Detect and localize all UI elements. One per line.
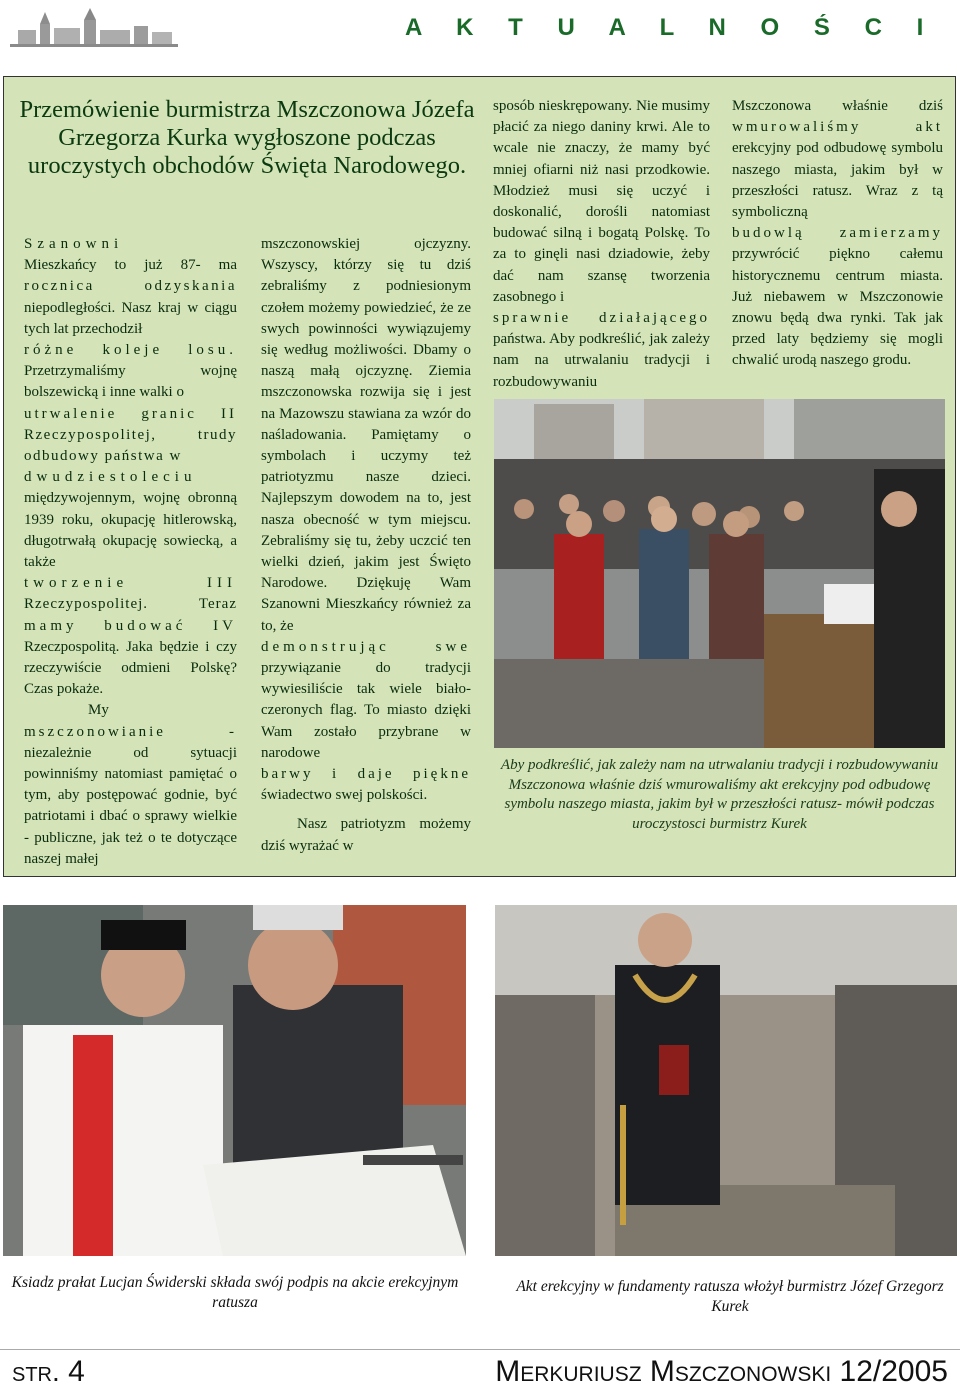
text-line: świadectwo swej polskości. bbox=[261, 787, 428, 804]
text-line: utrwalenie granic II bbox=[24, 405, 237, 422]
text-line: przywiązanie do tradycji wywiesiliście tak wiele biało-czeronych flag. To miasto dzięki Wam zostało przybrane w narodowe bbox=[261, 660, 471, 761]
text-line: mamy budować IV bbox=[24, 617, 237, 634]
text-line: My bbox=[88, 702, 109, 719]
text-line: Rzeczypospolitej. Teraz bbox=[24, 596, 237, 613]
text-line: Rzeczpospolitą. Jaka będzie i czy rzeczywiście odmieni Polskę? Czas pokaże. bbox=[24, 638, 237, 698]
section-title: A K T U A L N O Ś C I bbox=[405, 14, 938, 41]
text-line: budowlą zamierzamy bbox=[732, 225, 943, 242]
text-line: państwa. Aby podkreślić, jak zależy nam na utrwalaniu tradycji i rozbudowywaniu bbox=[493, 331, 710, 390]
text-line: wmurowaliśmy akt bbox=[732, 119, 943, 136]
page-prefix: str. bbox=[12, 1356, 60, 1387]
text-line: niepodległości. Nasz kraj w ciągu tych lat przechodził bbox=[24, 299, 237, 337]
article-column-1 bbox=[24, 234, 237, 870]
article-column-2 bbox=[261, 234, 471, 857]
text-line: rocznica odzyskania bbox=[24, 278, 237, 295]
text-line: międzywojennym, wojnę obronną 1939 roku, okupację hitlerowską, długotrwałą okupację sowiecką, a także bbox=[24, 490, 237, 571]
text-line: demonstrując swe bbox=[261, 638, 471, 655]
article-column-3 bbox=[493, 96, 710, 393]
text-line: dwudziestoleciu bbox=[24, 469, 197, 486]
text-line: Mszczonowa właśnie dziś bbox=[732, 98, 943, 114]
priest-signing-photo bbox=[3, 905, 466, 1256]
text-line: sposób nieskrępowany. Nie musimy płacić za niego daniny krwi. Ale to wcale nie znaczy, że mamy być mniej ofiarni niż nasi przodkowie. Młodzież musi się uczyć i doskonalić, dorośli natomiast budować silną i bogatą Polskę. To za to ginęli nasi dziadowie, żeby dać nam szansę tworzenia zasobnego i bbox=[493, 98, 710, 305]
page-number bbox=[12, 1352, 85, 1392]
text-line: Szanowni bbox=[24, 236, 124, 252]
text-line: erekcyjny pod odbudowę symbolu naszego miasta, jakim był w przeszłości ratusz. Wraz z tą symboliczną bbox=[732, 140, 943, 221]
town-skyline-logo bbox=[10, 6, 178, 50]
right-photo-caption: Akt erekcyjny w fundamenty ratusza włożył burmistrz Józef Grzegorz Kurek bbox=[516, 1278, 944, 1315]
text-line: przywrócić piękno całemu historycznemu centrum miasta. Już niebawem w Mszczonowie znowu będą dwa rynki. Tak jak przed laty będziemy się mogli chwalić urodą naszego grodu. bbox=[732, 246, 943, 369]
text-line: tworzenie III bbox=[24, 575, 237, 592]
mayor-act-photo bbox=[495, 905, 957, 1256]
text-line: Przetrzymaliśmy wojnę bolszewicką i inne walki o bbox=[24, 363, 237, 401]
footer-divider bbox=[0, 1349, 960, 1350]
text-line: Mieszkańcy to już 87- ma bbox=[24, 257, 237, 274]
text-line: różne koleje losu. bbox=[24, 342, 237, 359]
text-line: barwy i daje piękne bbox=[261, 766, 471, 783]
left-photo-caption: Ksiadz prałat Lucjan Świderski składa swój podpis na akcie erekcyjnym ratusza bbox=[11, 1274, 459, 1311]
text-line: Rzeczypospolitej, trudy odbudowy państwa w bbox=[24, 426, 237, 465]
page-number-value: 4 bbox=[68, 1355, 85, 1388]
article-headline: Przemówienie burmistrza Mszczonowa Józefa Grzegorza Kurka wygłoszone podczas uroczystych obchodów Święta Narodowego. bbox=[19, 96, 475, 179]
text-line: mszczonowianie - bbox=[24, 723, 237, 740]
crowd-photo-caption: Aby podkreślić, jak zależy nam na utrwalaniu tradycji i rozbudowywaniu Mszczonowa właśnie dziś wmurowaliśmy akt erekcyjny pod odbudowę symbolu naszego miasta, jakim był w przeszłości ratusz- mówił podczas uroczystosci burmistrz Kurek bbox=[500, 757, 939, 832]
publication-masthead: Merkuriusz Mszczonowski 12/2005 bbox=[495, 1355, 948, 1388]
article-column-4 bbox=[732, 96, 943, 372]
text-line: Nasz patriotyzm możemy dziś wyrażać w bbox=[261, 816, 471, 854]
text-line: niezależnie od sytuacji powinniśmy natomiast pamiętać o tym, aby postępować godnie, być patriotami i dbać o sprawy wielkie - publiczne, jak też o te dotyczące naszej małej bbox=[24, 744, 237, 867]
text-line: sprawnie działającego bbox=[493, 310, 710, 327]
crowd-ceremony-photo bbox=[494, 399, 945, 748]
text-line: mszczonowskiej ojczyzny. Wszyscy, którzy się tu dziś zebraliśmy z podniesionym czołem możemy powiedzieć, że ze swych powinności wywiązujemy się według możliwości. Dbamy o naszą małą ojczyznę. Ziemia mszczonowska rozwija się i jest na Mazowszu stawiana za wzór do naśladowania. Pamiętamy o symbolach i uczymy też patriotyzmu nasze dzieci. Najlepszym dowodem na to, jest nasza obecność w tym miejscu. Zebraliśmy się tu, żeby uczcić ten wielki dzień, jakim jest Święto Narodowe. Dziękuję Wam Szanowni Mieszkańcy również za to, że bbox=[261, 236, 471, 634]
